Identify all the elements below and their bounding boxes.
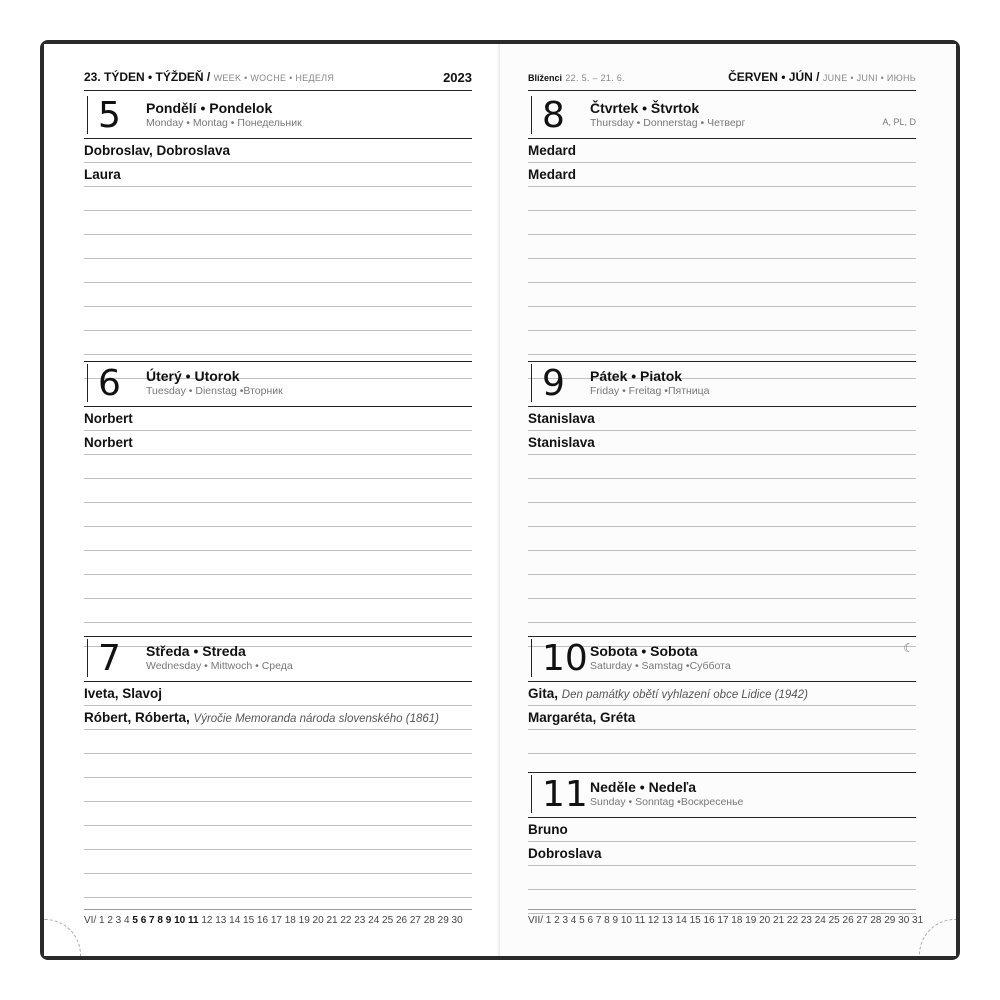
day-block-8	[528, 94, 916, 379]
week-header	[84, 70, 472, 91]
note-line[interactable]	[84, 283, 472, 307]
mini-calendar-days-before: VI/ 1 2 3 4	[84, 915, 130, 926]
note-line[interactable]	[528, 455, 916, 479]
note-line[interactable]	[528, 479, 916, 503]
note-line[interactable]	[528, 503, 916, 527]
note-line[interactable]	[528, 307, 916, 331]
day-name-foreign: Tuesday • Dienstag •Вторник	[146, 385, 283, 397]
month-label: ČERVEN • JÚN /	[728, 70, 820, 84]
week-foreign-label: WEEK • WOCHE • НЕДЕЛЯ	[213, 73, 335, 83]
day-name-foreign: Monday • Montag • Понедельник	[146, 117, 302, 129]
name-day-line: Margaréta, Gréta	[528, 706, 916, 730]
day-number: 11	[531, 775, 588, 813]
mini-calendar-july: VII/ 1 2 3 4 5 6 7 8 9 10 11 12 13 14 15 16 17 18 19 20 21 22 23 24 25 26 27 28 29 30 31	[528, 909, 916, 926]
day-number: 10	[531, 639, 588, 677]
note-line[interactable]	[84, 211, 472, 235]
name-day-line	[84, 706, 472, 730]
day-header	[84, 94, 472, 139]
mini-calendar-june	[84, 909, 472, 926]
name-day-line: Norbert	[84, 431, 472, 455]
anniversary-note: Výročie Memoranda národa slovenského (1861)	[193, 713, 440, 725]
name-day-text: Gita,	[528, 686, 559, 701]
name-day-line: Dobroslav, Dobroslava	[84, 139, 472, 163]
note-line[interactable]	[84, 259, 472, 283]
year-label: 2023	[443, 70, 472, 85]
holiday-abbreviation: A, PL, D	[882, 117, 916, 127]
name-day-line: Iveta, Slavoj	[84, 682, 472, 706]
month-header	[528, 70, 916, 91]
week-label: 23. TÝDEN • TÝŽDEŇ /	[84, 70, 211, 84]
day-header	[84, 361, 472, 407]
corner-cutout	[919, 919, 956, 956]
day-name: Pondělí • Pondelok	[146, 100, 273, 116]
day-name-foreign: Saturday • Samstag •Суббота	[590, 660, 731, 672]
moon-phase-icon: ☾	[903, 641, 914, 655]
day-name: Čtvrtek • Štvrtok	[590, 100, 700, 116]
note-line[interactable]	[84, 778, 472, 802]
name-day-line: Stanislava	[528, 407, 916, 431]
day-number: 6	[87, 364, 121, 402]
note-line[interactable]	[84, 826, 472, 850]
note-line[interactable]	[528, 235, 916, 259]
day-name: Středa • Streda	[146, 643, 246, 659]
day-name: Úterý • Utorok	[146, 368, 240, 384]
name-day-text: Róbert, Róberta,	[84, 710, 190, 725]
note-line[interactable]	[528, 575, 916, 599]
note-line[interactable]	[528, 527, 916, 551]
note-line[interactable]	[528, 331, 916, 355]
note-line[interactable]	[528, 187, 916, 211]
name-day-line	[528, 682, 916, 706]
name-day-line: Norbert	[84, 407, 472, 431]
day-block-5	[84, 94, 472, 379]
name-day-line: Medard	[528, 139, 916, 163]
day-number: 8	[531, 96, 565, 134]
day-block-7	[84, 636, 472, 898]
day-name-foreign: Wednesday • Mittwoch • Среда	[146, 660, 293, 672]
day-name: Sobota • Sobota	[590, 643, 698, 659]
day-number: 9	[531, 364, 565, 402]
note-line[interactable]	[84, 850, 472, 874]
day-number: 5	[87, 96, 121, 134]
note-line[interactable]	[84, 754, 472, 778]
note-line[interactable]	[528, 866, 916, 890]
day-header	[84, 636, 472, 682]
corner-cutout	[44, 919, 81, 956]
month-foreign-label: JUNE • JUNI • ИЮНЬ	[822, 73, 916, 83]
day-name: Neděle • Nedeľa	[590, 779, 697, 795]
note-line[interactable]	[84, 187, 472, 211]
name-day-line: Laura	[84, 163, 472, 187]
zodiac-label: Blíženci	[528, 73, 563, 83]
day-block-10	[528, 636, 916, 754]
right-page	[500, 44, 956, 956]
note-line[interactable]	[84, 575, 472, 599]
note-line[interactable]	[84, 503, 472, 527]
mini-calendar-current-week: 5 6 7 8 9 10 11	[132, 915, 199, 926]
day-name: Pátek • Piatok	[590, 368, 683, 384]
note-line[interactable]	[84, 307, 472, 331]
day-block-11	[528, 772, 916, 914]
day-name-foreign: Thursday • Donnerstag • Четверг	[590, 117, 746, 129]
note-line[interactable]	[528, 211, 916, 235]
name-day-line: Dobroslava	[528, 842, 916, 866]
day-block-9	[528, 361, 916, 647]
note-line[interactable]	[84, 527, 472, 551]
day-header	[528, 636, 916, 682]
month-label-group	[728, 70, 916, 84]
note-line[interactable]	[84, 479, 472, 503]
day-name-foreign: Friday • Freitag •Пятница	[590, 385, 710, 397]
name-day-line: Medard	[528, 163, 916, 187]
day-name-foreign: Sunday • Sonntag •Воскресенье	[590, 796, 744, 808]
day-header	[528, 361, 916, 407]
name-day-line: Bruno	[528, 818, 916, 842]
note-line[interactable]	[84, 599, 472, 623]
left-page	[44, 44, 500, 956]
name-day-line: Stanislava	[528, 431, 916, 455]
mini-calendar-days-after: 12 13 14 15 16 17 18 19 20 21 22 23 24 25 26 27 28 29 30	[201, 915, 463, 926]
note-line[interactable]	[84, 331, 472, 355]
note-line[interactable]	[528, 599, 916, 623]
note-line[interactable]	[528, 259, 916, 283]
day-header	[528, 94, 916, 139]
note-line[interactable]	[84, 730, 472, 754]
day-number: 7	[87, 639, 121, 677]
day-header	[528, 772, 916, 818]
zodiac-range: 22. 5. – 21. 6.	[565, 73, 625, 83]
note-line[interactable]	[84, 455, 472, 479]
note-line[interactable]	[528, 551, 916, 575]
note-line[interactable]	[84, 874, 472, 898]
note-line[interactable]	[84, 802, 472, 826]
memorial-note: Den památky obětí vyhlazení obce Lidice (1942)	[561, 689, 808, 701]
note-line[interactable]	[84, 551, 472, 575]
note-line[interactable]	[528, 283, 916, 307]
note-line[interactable]	[528, 730, 916, 754]
note-line[interactable]	[84, 235, 472, 259]
day-block-6	[84, 361, 472, 647]
